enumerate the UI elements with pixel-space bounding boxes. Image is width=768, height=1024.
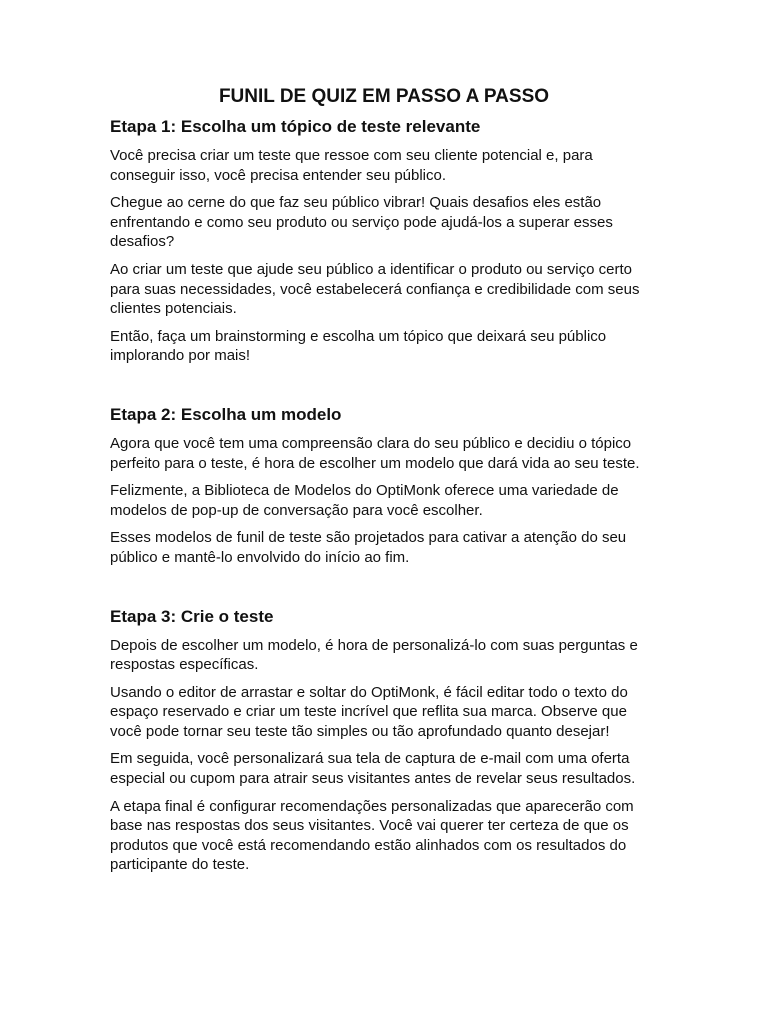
paragraph: Usando o editor de arrastar e soltar do OptiMonk, é fácil editar todo o texto do espaço reservado e criar um teste incrível que reflita sua marca. Observe que você pode tornar seu teste tão simples ou tão aprofundado quanto desejar! [110, 683, 628, 740]
section-etapa-3 [110, 606, 658, 876]
section-spacer [110, 576, 658, 606]
section-heading: Etapa 3: Crie o teste [110, 606, 274, 626]
section-heading: Etapa 1: Escolha um tópico de teste relevante [110, 117, 481, 136]
section-spacer [110, 374, 658, 404]
paragraph: Esses modelos de funil de teste são projetados para cativar a atenção do seu público e mantê-lo envolvido do início ao fim. [110, 529, 627, 566]
paragraph: Você precisa criar um teste que ressoe com seu cliente potencial e, para conseguir isso, você precisa entender seu público. [110, 147, 593, 184]
section-heading: Etapa 2: Escolha um modelo [110, 404, 342, 424]
paragraph: Chegue ao cerne do que faz seu público vibrar! Quais desafios eles estão enfrentando e como seu produto ou serviço pode ajudá-los a superar esses desafios? [110, 194, 613, 251]
document-page [110, 86, 658, 883]
section-etapa-1 [110, 116, 658, 366]
paragraph: Depois de escolher um modelo, é hora de personalizá-lo com suas perguntas e respostas específicas. [110, 636, 638, 674]
paragraph: A etapa final é configurar recomendações personalizadas que aparecerão com base nas respostas dos seus visitantes. Você vai querer ter certeza de que os produtos que você está recomendando estão alinhados com os resultados do participante do teste. [110, 797, 634, 874]
paragraph: Felizmente, a Biblioteca de Modelos do OptiMonk oferece uma variedade de modelos de pop-up de conversação para você escolher. [110, 482, 619, 519]
paragraph: Agora que você tem uma compreensão clara do seu público e decidiu o tópico perfeito para o teste, é hora de escolher um modelo que dará vida ao seu teste. [110, 434, 640, 472]
paragraph: Então, faça um brainstorming e escolha um tópico que deixará seu público implorando por mais! [110, 327, 607, 365]
paragraph: Em seguida, você personalizará sua tela de captura de e-mail com uma oferta especial ou cupom para atrair seus visitantes antes de revelar seus resultados. [110, 750, 636, 788]
document-title: FUNIL DE QUIZ EM PASSO A PASSO [218, 86, 550, 107]
section-etapa-2 [110, 404, 658, 568]
paragraph: Ao criar um teste que ajude seu público a identificar o produto ou serviço certo para suas necessidades, você estabelecerá confiança e credibilidade com seus clientes potenciais. [110, 260, 640, 318]
